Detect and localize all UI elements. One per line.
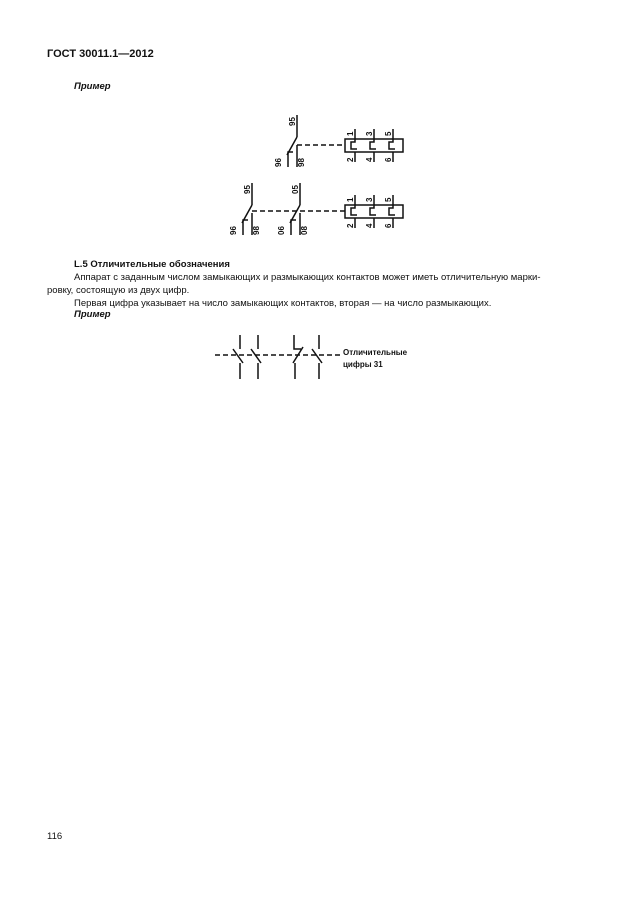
svg-text:3: 3: [365, 131, 374, 136]
page-number: 116: [47, 831, 63, 842]
svg-text:4: 4: [365, 223, 374, 228]
paragraph-1-line-1: Аппарат с заданным числом замыкающих и размыкающих контактов может иметь отличительную марки-: [74, 272, 541, 283]
svg-text:05: 05: [291, 185, 300, 194]
diagram-contactor-top: [260, 112, 420, 172]
section-title: L.5 Отличительные обозначения: [74, 259, 230, 270]
example-label-2: Пример: [74, 309, 111, 320]
svg-text:5: 5: [384, 197, 393, 202]
diagram-caption-line-1: Отличительные: [343, 348, 408, 357]
svg-text:6: 6: [384, 223, 393, 228]
diagram-distinctive-numbers: [215, 333, 345, 383]
svg-text:3: 3: [365, 197, 374, 202]
svg-text:2: 2: [346, 223, 355, 228]
example-label-1: Пример: [74, 81, 111, 92]
svg-text:98: 98: [252, 226, 261, 235]
label-95: 95: [288, 117, 297, 126]
svg-text:08: 08: [300, 226, 309, 235]
diagram-contactor-bottom: [222, 180, 422, 240]
paragraph-1-line-2: ровку, состоящую из двух цифр.: [47, 285, 190, 296]
svg-text:2: 2: [346, 157, 355, 162]
svg-text:96: 96: [274, 158, 283, 167]
diagram-caption-line-2: цифры 31: [343, 360, 383, 369]
paragraph-2: Первая цифра указывает на число замыкающих контактов, вторая — на число размыкающих.: [74, 298, 492, 309]
svg-text:5: 5: [384, 131, 393, 136]
svg-text:6: 6: [384, 157, 393, 162]
svg-text:98: 98: [297, 158, 306, 167]
svg-text:4: 4: [365, 157, 374, 162]
svg-text:1: 1: [346, 131, 355, 136]
svg-text:06: 06: [277, 226, 286, 235]
svg-text:95: 95: [243, 185, 252, 194]
svg-text:96: 96: [229, 226, 238, 235]
svg-text:1: 1: [346, 197, 355, 202]
document-header: ГОСТ 30011.1—2012: [47, 48, 154, 60]
